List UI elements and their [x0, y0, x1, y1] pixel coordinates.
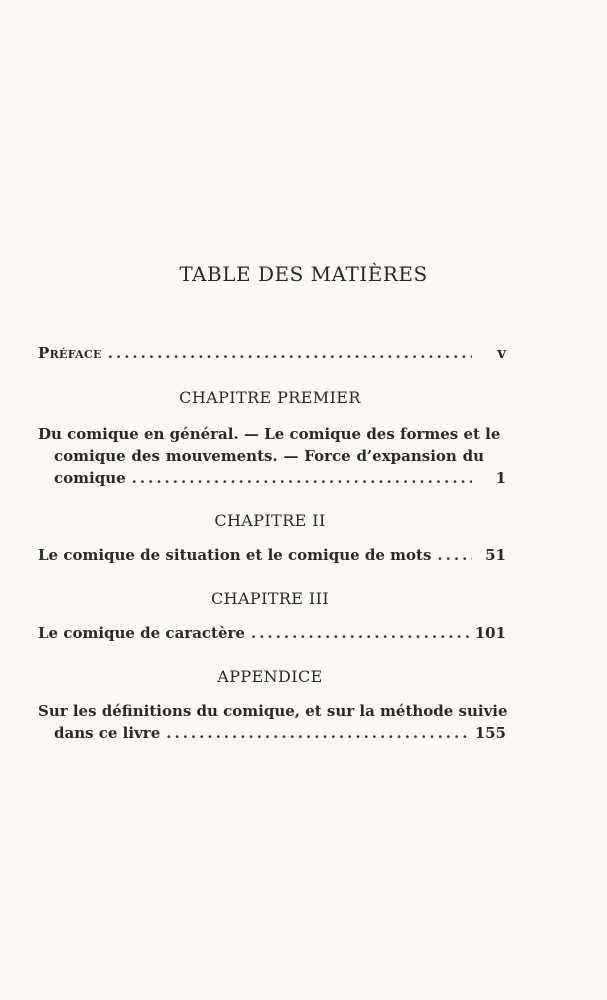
entry-label: Préface	[38, 344, 102, 362]
entry-text-line: Sur les définitions du comique, et sur la méthode suivie	[38, 702, 508, 720]
dot-leader	[132, 467, 472, 489]
chapter-heading: CHAPITRE III	[210, 589, 330, 608]
page-number: 1	[495, 469, 506, 487]
page-number: 101	[474, 624, 506, 642]
chapter-heading: CHAPITRE PREMIER	[179, 388, 361, 407]
dot-leader	[166, 722, 470, 744]
toc-title: TABLE DES MATIÈRES	[179, 262, 428, 286]
chapter-heading: CHAPITRE II	[214, 511, 326, 530]
dot-leader	[108, 342, 472, 364]
toc-entry-chapter-3	[38, 622, 506, 644]
entry-label: comique	[54, 469, 126, 487]
toc-entry-appendix	[54, 722, 506, 744]
entry-text-line: comique des mouvements. — Force d’expansion du	[54, 447, 484, 465]
page-number: 51	[485, 546, 506, 564]
toc-entry-chapter-1	[54, 467, 506, 489]
dot-leader	[251, 622, 471, 644]
page-number: 155	[474, 724, 506, 742]
dot-leader	[437, 544, 472, 566]
entry-label: Le comique de caractère	[38, 624, 245, 642]
toc-entry-preface	[38, 342, 506, 364]
entry-label: dans ce livre	[54, 724, 161, 742]
page-number: v	[497, 344, 506, 362]
entry-label: Le comique de situation et le comique de mots	[38, 546, 432, 564]
chapter-heading: APPENDICE	[217, 667, 323, 686]
toc-entry-chapter-2	[38, 544, 506, 566]
entry-text-line: Du comique en général. — Le comique des formes et le	[38, 425, 501, 443]
